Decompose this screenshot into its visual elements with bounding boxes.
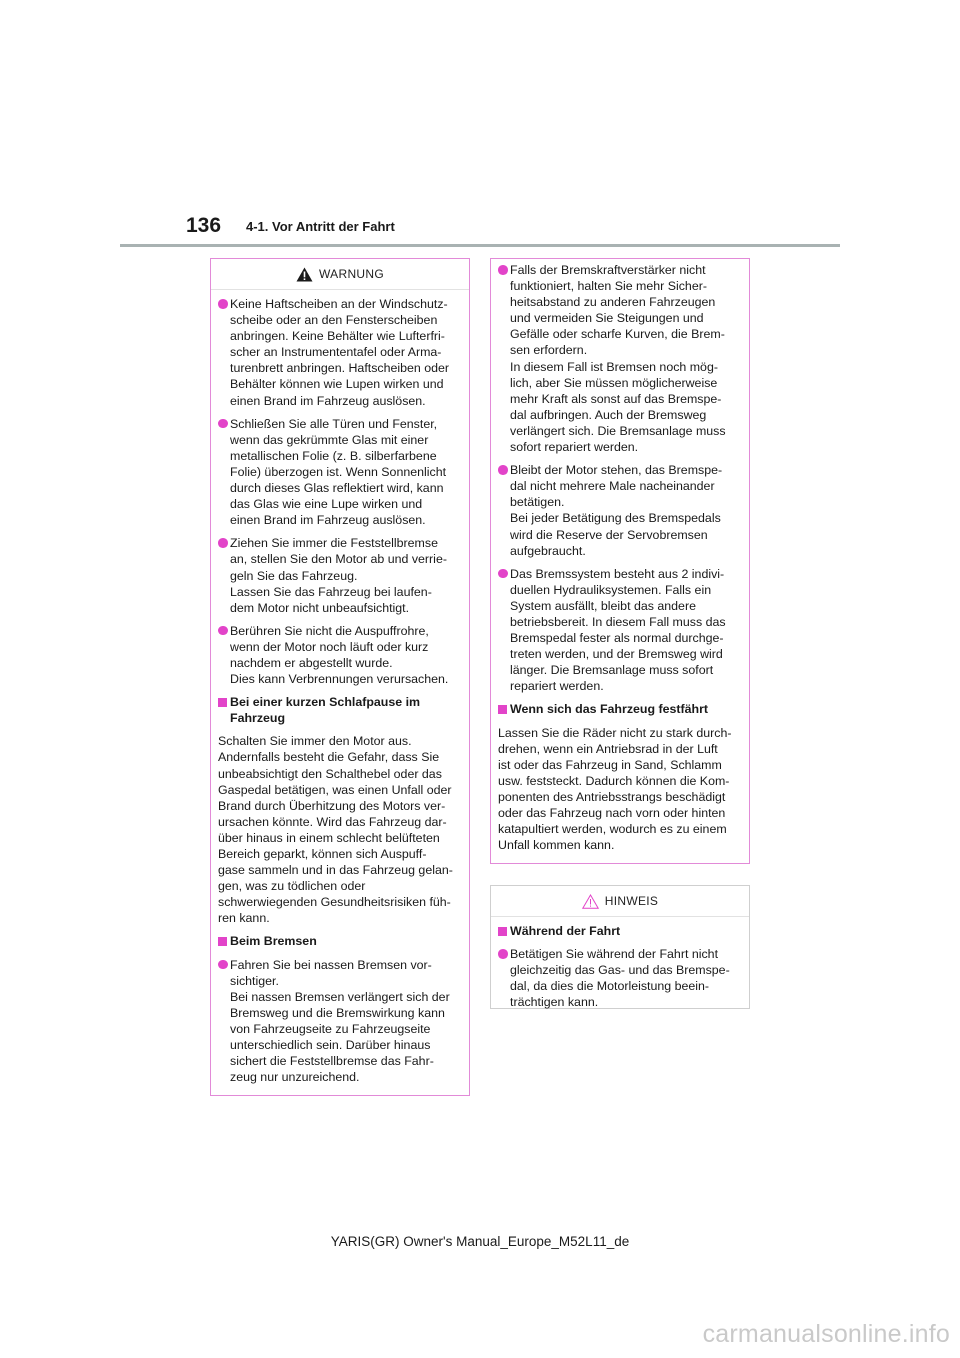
- bullet-text: Schließen Sie alle Türen und Fenster, wenn das gekrümmte Glas mit einer metallischen Folie (z. B. silberfarbene Folie) überzogen ist. Wenn Sonnenlicht durch dieses Glas reflektiert wird, kann das Glas wie eine Lupe wirken und einen Brand im Fahrzeug auslösen.: [230, 416, 447, 528]
- bullet-text: Das Bremssystem besteht aus 2 indivi- duellen Hydrauliksystemen. Falls ein System ausfällt, bleibt das andere betriebsbereit. In diesem Fall muss das Bremspedal fester als normal durchge- treten werden, und der Bremsweg wird länger. Die Bremsanlage muss sofort repariert werden.: [510, 566, 726, 694]
- bullet-text: Bleibt der Motor stehen, das Bremspe- dal nicht mehrere Male nacheinander betätigen. Bei jeder Betätigung des Bremspedals wird die Reserve der Servobremsen aufgebraucht.: [510, 463, 723, 558]
- bullet-text: Falls der Bremskraftverstärker nicht funktioniert, halten Sie mehr Sicher- heitsabstand zu anderen Fahrzeugen und vermeiden Sie Steigungen und Gefälle oder scharfe Kurven, die Brem- sen erfordern. In diesem Fall ist Bremsen noch mög- lich, aber Sie müssen möglicherweise mehr Kraft als sonst auf das Bremspe- dal aufbringen. Auch der Bremsweg verlängert sich. Die Bremsanlage muss sofort repariert werden.: [510, 263, 726, 455]
- bullet-item: [218, 296, 463, 409]
- warning-box-left: [210, 258, 470, 1096]
- bullet-text: Keine Haftscheiben an der Windschutz- scheibe oder an den Fensterscheiben anbringen. Keine Behälter wie Lufterfri- scher an Instrumententafel oder Arma- turenbrett anbringen. Haftscheiben oder Behälter können wie Lupen wirken und einen Brand im Fahrzeug auslösen.: [230, 297, 450, 408]
- bullet-item: [218, 535, 463, 615]
- bullet-text: Fahren Sie bei nassen Bremsen vor- sichtiger. Bei nassen Bremsen verlängert sich der Bremsweg und die Bremswirkung kann von Fahrzeugseite zu Fahrzeugseite unterschiedlich sein. Darüber hinaus sichert die Feststellbremse das Fahr- zeug nur unzureichend.: [230, 957, 450, 1085]
- bullet-item: [498, 946, 743, 1010]
- paragraph: Schalten Sie immer den Motor aus. Andernfalls besteht die Gefahr, dass Sie unbeabsichtigt den Schalthebel oder das Gaspedal betätigen, was einen Unfall oder Brand durch Überhitzung des Motors ver- ursachen könnte. Wird das Fahrzeug dar- über hinaus in einem schlecht belüfteten Bereich geparkt, können sich Auspuff- gase sammeln und in das Fahrzeug gelan- gen, was zu tödlichen oder schwerwiegenden Gesundheitsrisiken füh- ren kann.: [218, 734, 453, 926]
- caution-triangle-icon: [582, 894, 599, 909]
- warning-box-left-content: [211, 290, 469, 1096]
- bullet-text: Ziehen Sie immer die Feststellbremse an, stellen Sie den Motor ab und verrie- geln Sie das Fahrzeug. Lassen Sie das Fahrzeug bei laufen- dem Motor nicht unbeaufsichtigt.: [230, 536, 447, 615]
- section-title: 4-1. Vor Antritt der Fahrt: [246, 219, 395, 234]
- square-bullet-icon: [498, 923, 510, 939]
- bullet-text: Betätigen Sie während der Fahrt nicht gleichzeitig das Gas- und das Bremspe- dal, da dies die Motorleistung beein- trächtigen kann.: [510, 947, 730, 1010]
- round-bullet-icon: [218, 535, 230, 551]
- round-bullet-icon: [498, 462, 510, 478]
- bullet-item: [498, 462, 743, 559]
- square-bullet-icon: [498, 701, 510, 717]
- hint-box-header: [491, 886, 749, 917]
- round-bullet-icon: [498, 262, 510, 278]
- subheading-text: Beim Bremsen: [230, 934, 317, 949]
- warning-triangle-icon: [296, 267, 313, 282]
- page-number: 136: [186, 214, 222, 237]
- subheading: [498, 701, 743, 717]
- square-bullet-icon: [218, 933, 230, 949]
- warning-box-right-content: [491, 259, 749, 864]
- bullet-item: [498, 566, 743, 695]
- paragraph: Lassen Sie die Räder nicht zu stark durch- drehen, wenn ein Antriebsrad in der Luft ist oder das Fahrzeug in Sand, Schlamm usw. feststeckt. Dadurch können die Kom- ponenten des Antriebsstrangs beschädigt oder das Fahrzeug nach vorn oder hinten katapultiert werden, wodurch es zu einem Unfall kommen kann.: [498, 725, 732, 853]
- subheading: [218, 694, 463, 726]
- round-bullet-icon: [498, 566, 510, 582]
- hint-box: [490, 885, 750, 1009]
- hint-box-content: [491, 917, 749, 1021]
- round-bullet-icon: [498, 946, 510, 962]
- bullet-item: [218, 623, 463, 687]
- subheading: [218, 933, 463, 949]
- bullet-item: [218, 416, 463, 529]
- round-bullet-icon: [218, 416, 230, 432]
- warning-box-header: [211, 259, 469, 290]
- hint-box-title: HINWEIS: [604, 894, 659, 908]
- warning-box-right: [490, 258, 750, 864]
- bullet-item: [218, 957, 463, 1086]
- warning-box-title: WARNUNG: [319, 267, 384, 281]
- square-bullet-icon: [218, 694, 230, 710]
- subheading: [498, 923, 743, 939]
- bullet-text: Berühren Sie nicht die Auspuffrohre, wenn der Motor noch läuft oder kurz nachdem er abgestellt wurde. Dies kann Verbrennungen verursachen.: [230, 623, 449, 687]
- watermark: carmanualsonline.info: [702, 1320, 950, 1348]
- round-bullet-icon: [218, 623, 230, 639]
- subheading-text: Während der Fahrt: [510, 924, 621, 938]
- bullet-item: [498, 262, 743, 455]
- subheading-text: Bei einer kurzen Schlafpause im Fahrzeug: [230, 695, 421, 726]
- round-bullet-icon: [218, 296, 230, 312]
- round-bullet-icon: [218, 957, 230, 973]
- footer-manual-id: YARIS(GR) Owner's Manual_Europe_M52L11_de: [330, 1234, 630, 1249]
- header-rule: [120, 244, 840, 247]
- subheading-text: Wenn sich das Fahrzeug festfährt: [510, 702, 709, 717]
